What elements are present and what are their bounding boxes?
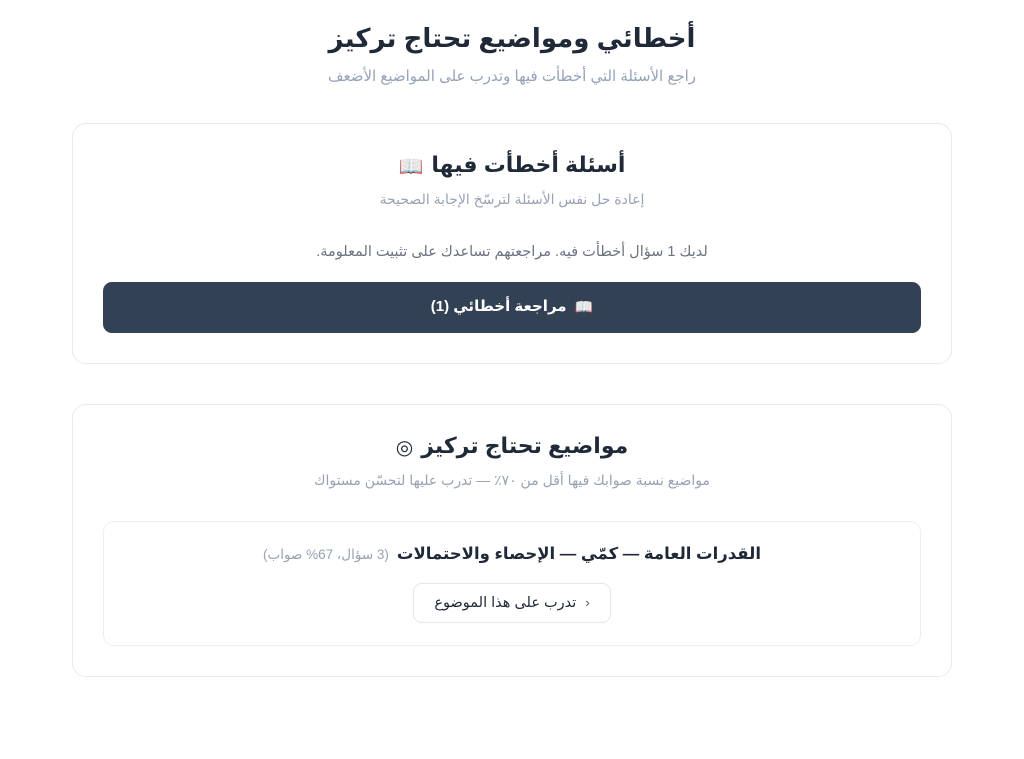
target-icon: ◎ [395, 436, 414, 459]
chevron-left-icon: ‹ [585, 595, 590, 611]
focus-card-title-row [103, 431, 921, 462]
mistakes-card-head [103, 150, 921, 210]
topic-name: القدرات العامة — كمّي — الإحصاء والاحتمالات [396, 544, 762, 563]
topic-stats: (3 سؤال، 67% صواب) [262, 546, 389, 562]
open-book-icon: 📖 [574, 298, 594, 316]
mistakes-card [72, 123, 952, 364]
focus-topics-card [72, 404, 952, 677]
page-header [72, 14, 952, 89]
open-book-icon: 📖 [398, 155, 424, 178]
page-subtitle: راجع الأسئلة التي أخطأت فيها وتدرب على المواضيع الأضعف [327, 68, 697, 86]
mistakes-card-title: أسئلة أخطأت فيها [431, 151, 626, 177]
mistakes-card-subtitle: إعادة حل نفس الأسئلة لترسّخ الإجابة الصحيحة [379, 190, 645, 207]
topic-title-row [126, 542, 898, 567]
mistakes-count-note: لديك 1 سؤال أخطأت فيه. مراجعتهم تساعدك على تثبيت المعلومة. [316, 243, 708, 260]
mistakes-card-title-row [103, 150, 921, 181]
review-mistakes-button[interactable] [103, 282, 921, 333]
topic-actions [126, 583, 898, 623]
practice-topic-button[interactable] [413, 583, 610, 623]
page-title: أخطائي ومواضيع تحتاج تركيز [328, 23, 696, 53]
focus-card-subtitle: مواضيع نسبة صوابك فيها أقل من ٧٠٪ — تدرب عليها لتحسّن مستواك [313, 471, 710, 488]
review-mistakes-button-label: مراجعة أخطائي (1) [430, 297, 567, 315]
focus-card-title: مواضيع تحتاج تركيز [421, 432, 629, 458]
practice-topic-button-label: تدرب على هذا الموضوع [434, 594, 577, 611]
topic-item [103, 521, 921, 646]
focus-card-head [103, 431, 921, 491]
